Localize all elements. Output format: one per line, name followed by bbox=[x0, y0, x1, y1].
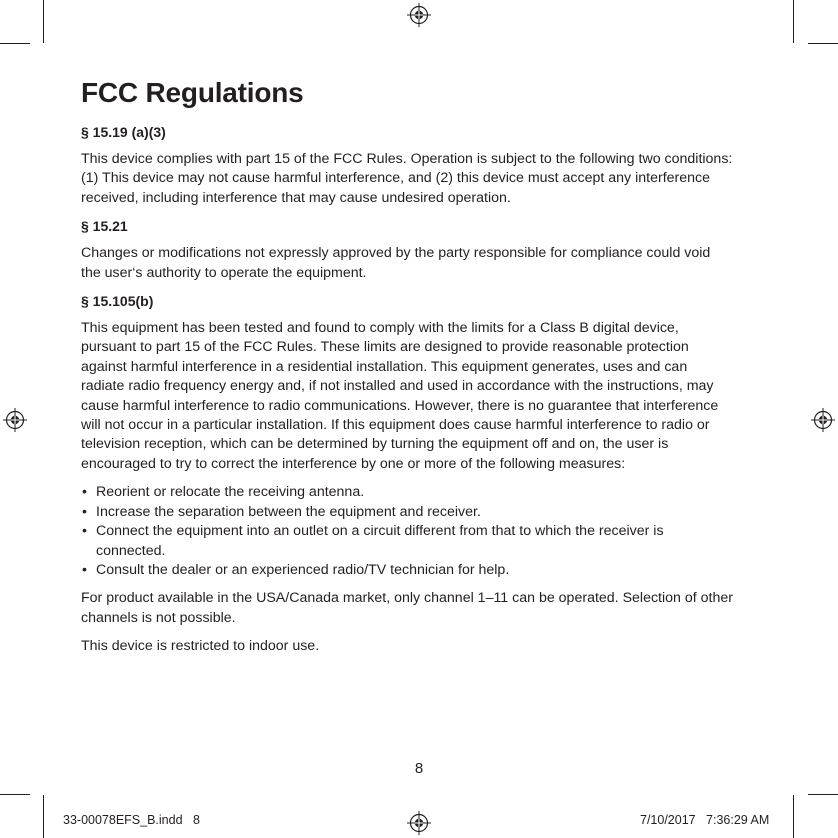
list-item bbox=[81, 522, 733, 561]
registration-mark-icon bbox=[811, 408, 835, 432]
list-item bbox=[81, 503, 733, 522]
slug-timestamp: 7/10/2017 7:36:29 AM bbox=[640, 813, 770, 827]
document-body bbox=[81, 76, 733, 666]
indoor-use-text: This device is restricted to indoor use. bbox=[81, 638, 320, 655]
crop-mark-top-left bbox=[43, 0, 44, 43]
crop-mark-top-right bbox=[793, 0, 794, 43]
crop-mark-bottom-right bbox=[808, 794, 838, 795]
list-item bbox=[81, 561, 733, 580]
registration-mark-icon bbox=[3, 408, 27, 432]
slug-filename: 33-00078EFS_B.indd 8 bbox=[63, 813, 200, 827]
bullet-icon: • bbox=[82, 484, 87, 501]
measures-list bbox=[81, 483, 733, 580]
bullet-icon: • bbox=[82, 503, 87, 520]
section-body-15-19: This device complies with part 15 of the FCC Rules. Operation is subject to the following two conditions: (1) This device may not cause harmful interference, and (2) this device must accept any interference received, including interference that may cause undesired operation. bbox=[81, 151, 733, 206]
page-number: 8 bbox=[414, 760, 424, 777]
section-body-15-21: Changes or modifications not expressly approved by the party responsible for compliance could void the user‘s authority to operate the equipment. bbox=[81, 245, 711, 281]
channel-restriction-text: For product available in the USA/Canada market, only channel 1–11 can be operated. Selection of other channels is not possible. bbox=[81, 590, 733, 626]
section-heading-15-105b: § 15.105(b) bbox=[81, 293, 154, 310]
section-heading-15-21: § 15.21 bbox=[81, 218, 128, 235]
section-heading-15-19: § 15.19 (a)(3) bbox=[81, 124, 166, 140]
list-item-text: Reorient or relocate the receiving antenna. bbox=[96, 484, 365, 501]
list-item-text: Consult the dealer or an experienced radio/TV technician for help. bbox=[96, 561, 510, 578]
section-body-15-105b: This equipment has been tested and found to comply with the limits for a Class B digital device, pursuant to part 15 of the FCC Rules. These limits are designed to provide reasonable protection against harmful interference in a residential installation. This equipment generates, uses and can radiate radio frequency energy and, if not installed and used in accordance with the instructions, may cause harmful interference to radio communications. However, there is no guarantee that interference will not occur in a particular installation. If this equipment does cause harmful interference to radio or television reception, which can be determined by turning the equipment off and on, the user is encouraged to try to correct the interference by one or more of the following measures: bbox=[81, 320, 719, 472]
list-item-text: Increase the separation between the equipment and receiver. bbox=[96, 503, 481, 520]
bullet-icon: • bbox=[82, 523, 87, 540]
crop-mark-top-left bbox=[0, 43, 30, 44]
crop-mark-bottom-left bbox=[43, 795, 44, 838]
list-item bbox=[81, 483, 733, 502]
registration-mark-icon bbox=[407, 3, 431, 27]
crop-mark-bottom-left bbox=[0, 794, 30, 795]
crop-mark-bottom-right bbox=[793, 795, 794, 838]
list-item-text: Connect the equipment into an outlet on a circuit different from that to which the receiver is connected. bbox=[96, 523, 664, 559]
registration-mark-icon bbox=[407, 811, 431, 835]
page-title: FCC Regulations bbox=[81, 77, 304, 108]
crop-mark-top-right bbox=[808, 43, 838, 44]
bullet-icon: • bbox=[82, 561, 87, 578]
